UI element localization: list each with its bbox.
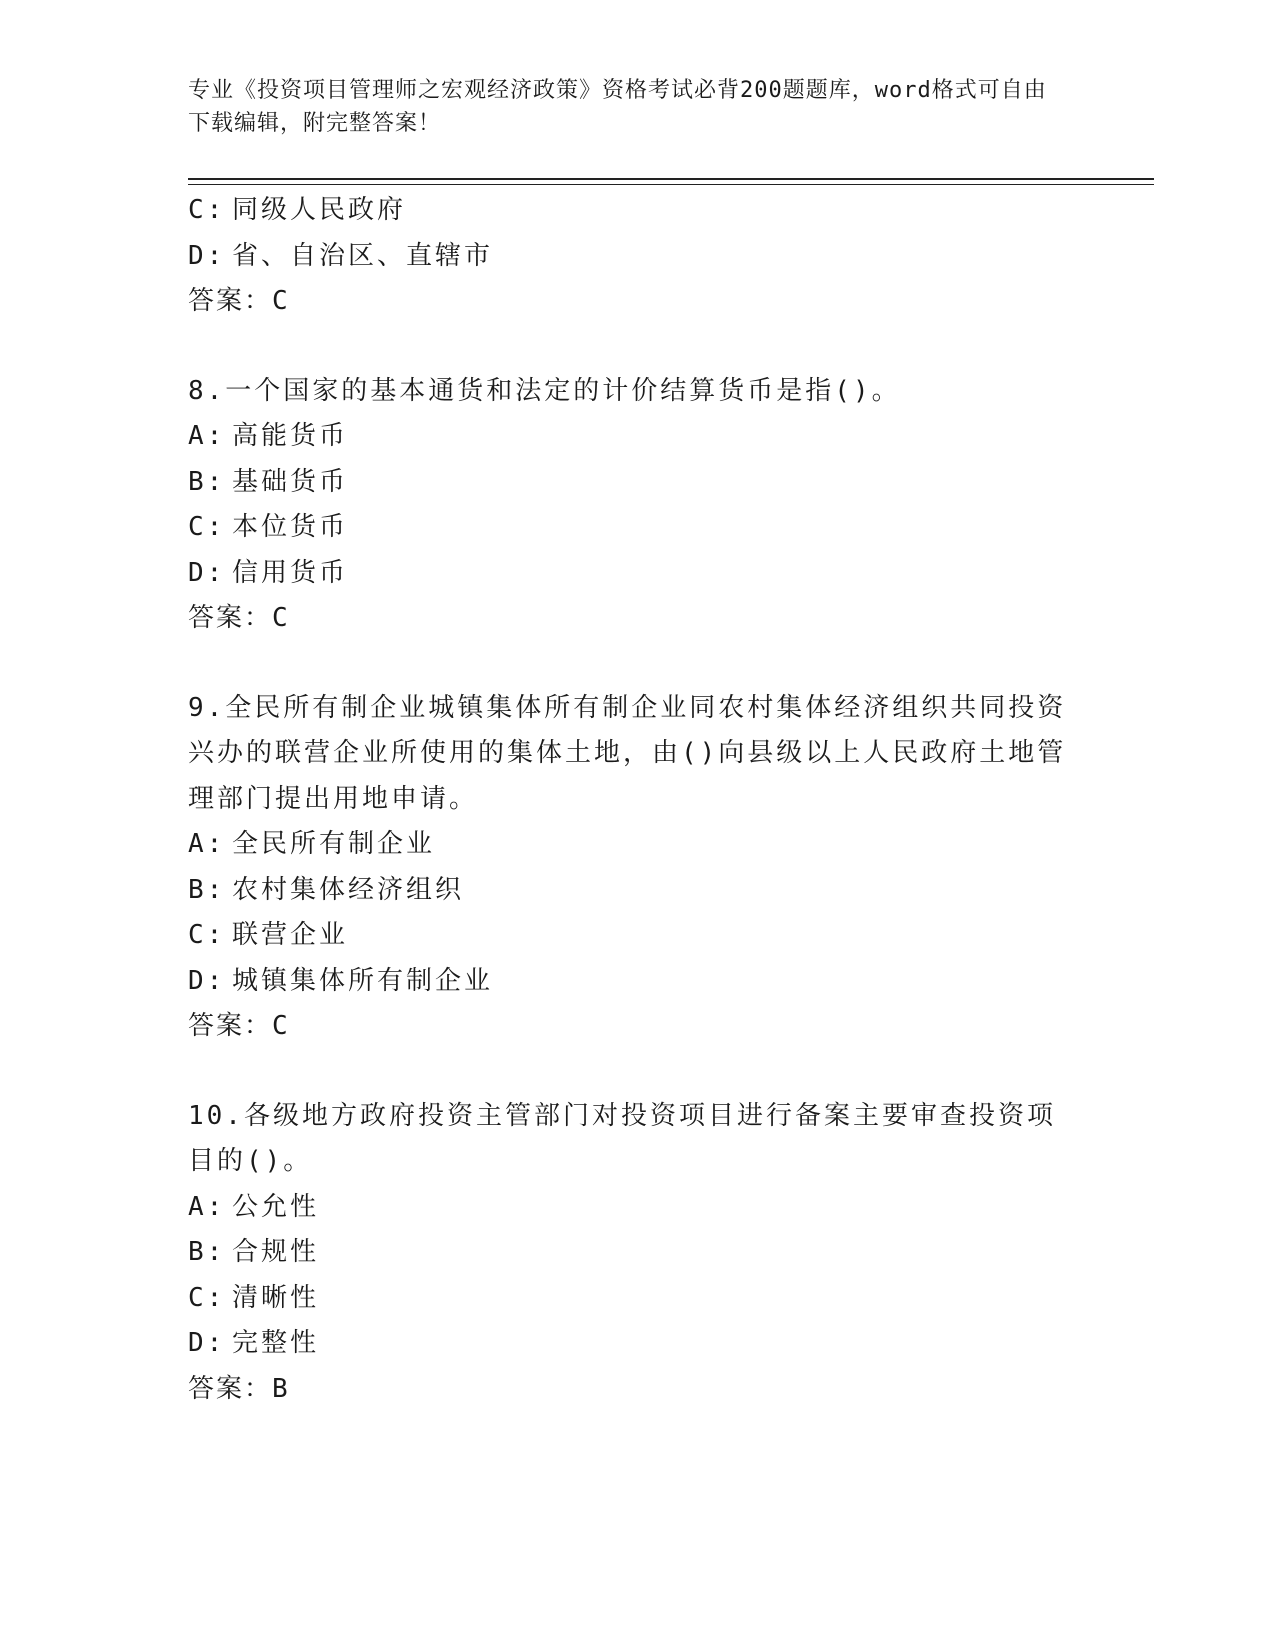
question-8 bbox=[188, 369, 1068, 642]
option-d: D: 省、自治区、直辖市 bbox=[188, 240, 494, 271]
option-c: C: 清晰性 bbox=[188, 1282, 320, 1313]
question-stem: 9.全民所有制企业城镇集体所有制企业同农村集体经济组织共同投资兴办的联营企业所使用的集体土地，由()向县级以上人民政府土地管理部门提出用地申请。 bbox=[188, 692, 1067, 814]
answer-line: 答案：C bbox=[188, 286, 290, 316]
answer-line: 答案：B bbox=[188, 1373, 290, 1404]
document-body bbox=[188, 188, 1068, 1412]
option-c: C: 同级人民政府 bbox=[188, 195, 407, 225]
option-d: D: 完整性 bbox=[188, 1328, 320, 1358]
answer-line: 答案：C bbox=[188, 1011, 290, 1041]
option-b: B: 合规性 bbox=[188, 1237, 320, 1267]
option-a: A: 公允性 bbox=[188, 1191, 320, 1222]
page-header: 专业《投资项目管理师之宏观经济政策》资格考试必背200题题库，word格式可自由下载编辑，附完整答案！ bbox=[188, 78, 1047, 136]
option-c: C: 联营企业 bbox=[188, 920, 349, 950]
question-stem: 10.各级地方政府投资主管部门对投资项目进行备案主要审查投资项目的()。 bbox=[188, 1100, 1056, 1176]
question-10 bbox=[188, 1094, 1068, 1413]
header-divider bbox=[188, 178, 1154, 185]
option-d: D: 城镇集体所有制企业 bbox=[188, 965, 494, 996]
question-stem: 8.一个国家的基本通货和法定的计价结算货币是指()。 bbox=[188, 375, 901, 406]
option-a: A: 高能货币 bbox=[188, 421, 349, 451]
option-d: D: 信用货币 bbox=[188, 557, 349, 588]
option-b: B: 农村集体经济组织 bbox=[188, 874, 465, 905]
answer-line: 答案：C bbox=[188, 603, 290, 633]
question-9 bbox=[188, 686, 1068, 1050]
option-a: A: 全民所有制企业 bbox=[188, 829, 436, 859]
option-b: B: 基础货币 bbox=[188, 466, 349, 497]
option-c: C: 本位货币 bbox=[188, 512, 349, 542]
